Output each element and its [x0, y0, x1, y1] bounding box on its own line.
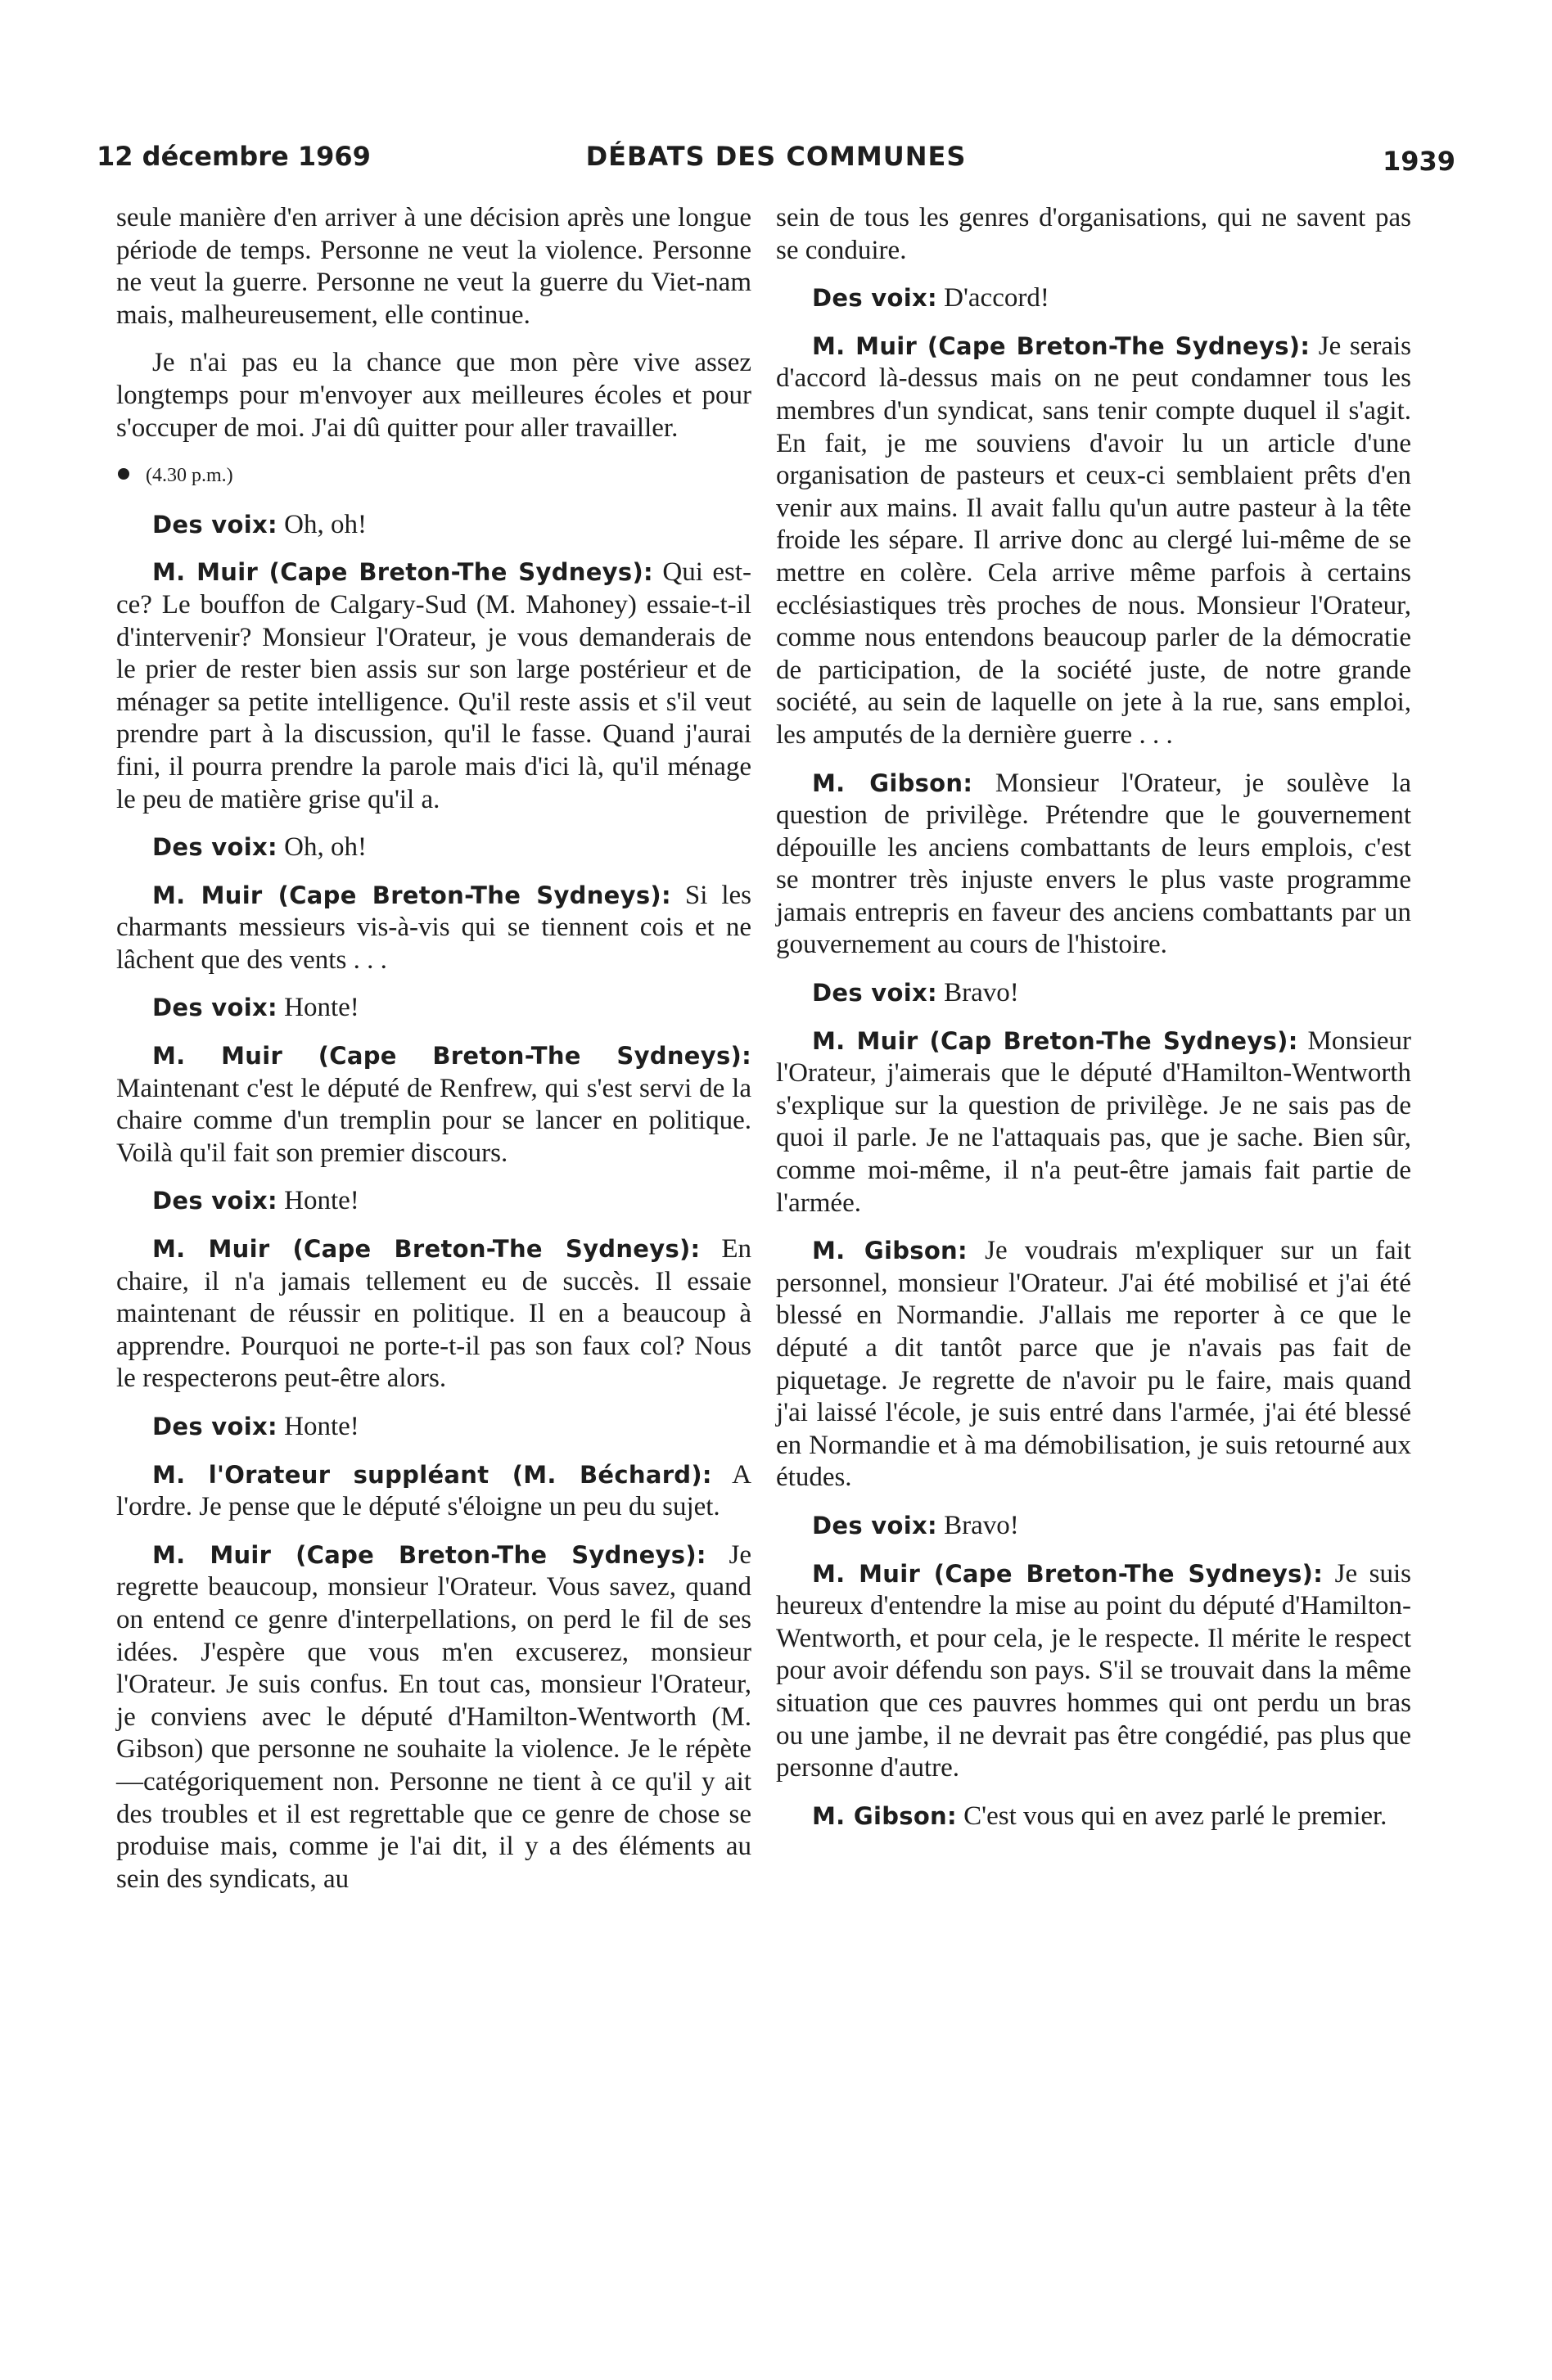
speaker-label: Des voix: — [152, 833, 277, 862]
timestamp — [116, 460, 751, 493]
paragraph-text: sein de tous les genres d'organisations, qui ne savent pas se conduire. — [776, 203, 1411, 265]
speech — [776, 331, 1411, 752]
speech — [776, 1558, 1411, 1785]
speech — [116, 1411, 751, 1444]
speech — [776, 768, 1411, 962]
speech-text: Honte! — [284, 993, 359, 1023]
speaker-label: M. Muir (Cape Breton-The Sydneys): — [152, 1235, 701, 1264]
speech-text: Je regrette beaucoup, monsieur l'Orateur. Vous savez, quand on entend ce genre d'interpellations, on perd le fil de ses idées. J'espère que vous m'en excuserez, monsieur l'Orateur. Je suis confus. En tout cas, monsieur l'Orateur, je conviens avec le député d'Hamilton-Wentworth (M. Gibson) que personne ne souhaite la violence. Je le répète—catégoriquement non. Personne ne tient à ce qu'il y ait des troubles et il est regrettable que ce genre de chose se produise mais, comme je l'ai dit, il y a des éléments au sein des syndicats, au — [116, 1539, 751, 1894]
speech-text: Bravo! — [944, 1510, 1019, 1540]
paragraph — [116, 202, 751, 331]
speech-text: Monsieur l'Orateur, je soulève la question de privilège. Prétendre que le gouvernement dépouille les anciens combattants de leurs emplois, c'est se montrer très injuste envers le plus vaste programme jamais entrepris en faveur des anciens combattants par un gouvernement au cours de l'histoire. — [776, 768, 1411, 960]
speech-text: Oh, oh! — [284, 509, 367, 539]
speech-text: Maintenant c'est le député de Renfrew, qui s'est servi de la chaire comme d'un tremplin pour se lancer en politique. Voilà qu'il fait son premier discours. — [116, 1073, 751, 1168]
speech — [116, 509, 751, 542]
speaker-label: M. Muir (Cape Breton-The Sydneys): — [812, 1559, 1324, 1588]
speech — [116, 832, 751, 864]
speaker-label: M. Gibson: — [812, 769, 973, 797]
speech — [776, 1510, 1411, 1543]
speaker-label: Des voix: — [812, 1511, 937, 1539]
header-title: DÉBATS DES COMMUNES — [585, 141, 967, 172]
paragraph — [116, 347, 751, 444]
speaker-label: M. Muir (Cape Breton-The Sydneys): — [152, 1042, 751, 1071]
speech — [116, 1459, 751, 1524]
speech-text: C'est vous qui en avez parlé le premier. — [963, 1801, 1387, 1831]
speech-text: Je suis heureux d'entendre la mise au point du député d'Hamilton-Wentworth, et pour cela, je le respecte. Il mérite le respect pour avoir défendu son pays. S'il se trouvait dans la même situation que ces pauvres hommes qui ont perdu un bras ou une jambe, il ne devrait pas être congédié, pas plus que personne d'autre. — [776, 1558, 1412, 1783]
speech-text: Honte! — [284, 1412, 359, 1441]
speaker-label: M. Muir (Cap Breton-The Sydneys): — [812, 1026, 1298, 1055]
paragraph-text: Je n'ai pas eu la chance que mon père vive assez longtemps pour m'envoyer aux meilleures écoles et pour s'occuper de moi. J'ai dû quitter pour aller travailler. — [116, 348, 751, 443]
speaker-label: Des voix: — [152, 1413, 277, 1440]
speaker-label: Des voix: — [152, 1187, 277, 1215]
speech-text: A l'ordre. Je pense que le député s'éloigne un peu du sujet. — [116, 1459, 751, 1522]
speaker-label: M. Muir (Cape Breton-The Sydneys): — [152, 881, 671, 909]
speaker-label: M. l'Orateur suppléant (M. Béchard): — [152, 1460, 712, 1489]
speech — [776, 282, 1411, 315]
paragraph — [776, 202, 1411, 267]
speech — [116, 1233, 751, 1395]
speaker-label: Des voix: — [812, 284, 937, 313]
speaker-label: Des voix: — [152, 510, 277, 539]
right-column — [776, 202, 1411, 1848]
paragraph-text: seule manière d'en arriver à une décision après une longue période de temps. Personne ne veut la violence. Personne ne veut la guerre. Personne ne veut la guerre du Viet-nam mais, malheureusement, elle continue. — [116, 203, 751, 330]
speech — [776, 1801, 1411, 1833]
speaker-label: M. Muir (Cape Breton-The Sydneys): — [152, 1540, 706, 1569]
speaker-label: M. Muir (Cape Breton-The Sydneys): — [152, 558, 653, 587]
speech-text: Je voudrais m'expliquer sur un fait personnel, monsieur l'Orateur. J'ai été mobilisé et j'ai été blessé en Normandie. J'allais me reporter à ce que le député a dit tantôt parce que je n'avais pas fait de piquetage. Je regrette de n'avoir pu le faire, mais quand j'ai laissé l'école, je suis entré dans l'armée, j'ai été blessé en Normandie et à ma démobilisation, je suis retourné aux études. — [776, 1236, 1411, 1493]
header-date: 12 décembre 1969 — [97, 141, 371, 172]
speech — [116, 880, 751, 977]
left-column — [116, 202, 751, 1911]
speaker-label: Des voix: — [812, 979, 937, 1007]
speech — [116, 557, 751, 816]
speech — [776, 1235, 1411, 1494]
page-number: 1939 — [1382, 146, 1455, 177]
speaker-label: M. Muir (Cape Breton-The Sydneys): — [812, 331, 1311, 360]
speech-text: Monsieur l'Orateur, j'aimerais que le député d'Hamilton-Wentworth s'explique sur la question de privilège. Je ne sais pas de quoi il parle. Je ne l'attaquais pas, que je sache. Bien sûr, comme moi-même, il n'a peut-être jamais fait partie de l'armée. — [776, 1025, 1412, 1218]
timestamp-text: (4.30 p.m.) — [146, 465, 233, 487]
speech — [116, 1185, 751, 1218]
speech — [776, 977, 1411, 1010]
speech-text: En chaire, il n'a jamais tellement eu de succès. Il essaie maintenant de réussir en politique. Il en a beaucoup à apprendre. Pourquoi ne porte-t-il pas son faux col? Nous le respecterons peut-être alors. — [116, 1234, 752, 1394]
speech-text: Si les charmants messieurs vis-à-vis qui se tiennent cois et ne lâchent que des vents . . . — [116, 880, 751, 975]
speaker-label: M. Gibson: — [812, 1237, 968, 1265]
speaker-label: Des voix: — [152, 994, 277, 1022]
speech — [116, 1539, 751, 1896]
speech-text: Honte! — [284, 1186, 359, 1216]
speech-text: Je serais d'accord là-dessus mais on ne peut condamner tous les membres d'un syndicat, sans tenir compte duquel il s'agit. En fait, je me souviens d'avoir lu un article d'une organisation de pasteurs et ceux-ci semblaient prêts d'en venir aux mains. Il avait fallu qu'un autre pasteur à la tête froide les sépare. Il arrive donc au clergé lui-même de se mettre en colère. Cela arrive même parfois à certains ecclésiastiques très proches de nous. Monsieur l'Orateur, comme nous entendons beaucoup parler de la démocratie de participation, de la société juste, de notre grande société, au sein de laquelle on jete à la rue, sans emploi, les amputés de la dernière guerre . . . — [776, 331, 1411, 750]
speech-text: Oh, oh! — [284, 832, 367, 863]
speech-text: D'accord! — [944, 283, 1049, 313]
speech-text: Bravo! — [944, 978, 1019, 1008]
page-header — [97, 141, 1455, 182]
speaker-label: M. Gibson: — [812, 1801, 957, 1830]
bullet-icon — [118, 468, 129, 480]
speech — [116, 992, 751, 1025]
speech — [776, 1025, 1411, 1220]
speech-text: Qui est-ce? Le bouffon de Calgary-Sud (M. Mahoney) essaie-t-il d'intervenir? Monsieur l'Orateur, je vous demanderais de le prier de rester bien assis sur son large postérieur et de ménager sa petite intelligence. Qu'il reste assis et s'il veut prendre part à la discussion, qu'il le fasse. Quand j'aurai fini, il pourra prendre la parole mais d'ici là, qu'il ménage le peu de matière grise qu'il a. — [116, 557, 751, 814]
speech — [116, 1040, 751, 1170]
